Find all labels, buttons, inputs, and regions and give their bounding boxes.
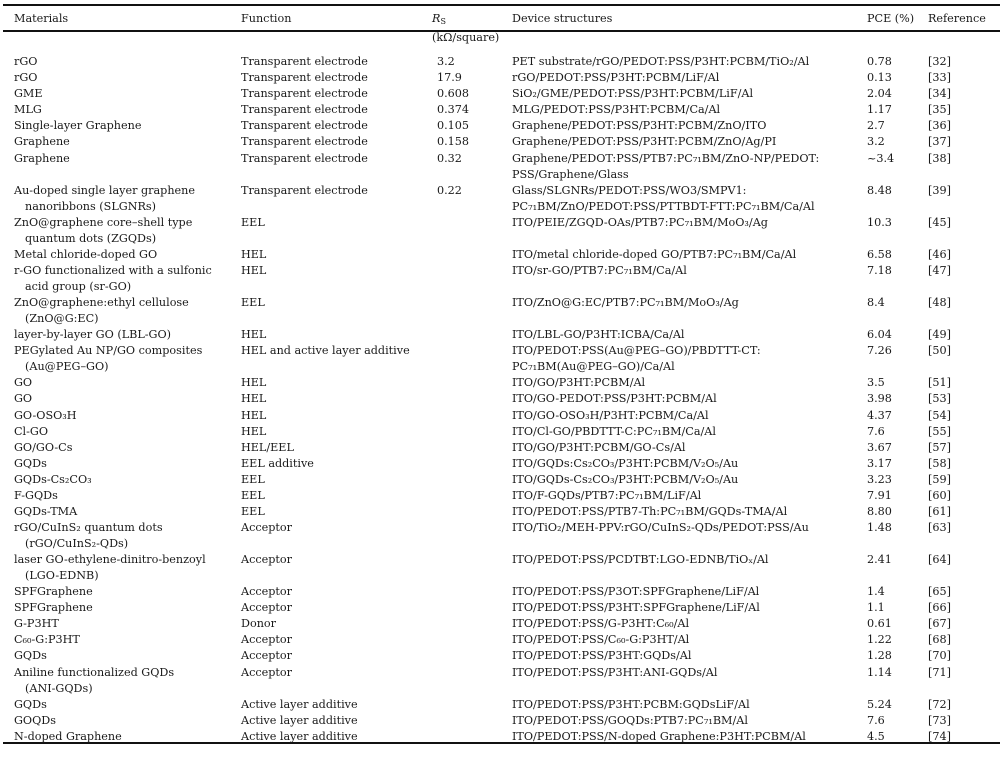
- table-row: [0, 504, 1000, 520]
- material-cell: [0, 70, 241, 86]
- function-cell: HEL: [241, 247, 267, 261]
- material-name-continued: (Au@PEG–GO): [25, 360, 109, 374]
- rs-subscript: S: [440, 17, 446, 26]
- pce-cell: 1.14: [867, 665, 892, 679]
- sheet-resistance-cell: [432, 391, 512, 407]
- sheet-resistance-cell: [432, 472, 512, 488]
- function-cell: Acceptor: [241, 633, 292, 647]
- device-structure-cell: ITO/PEDOT:PSS/P3HT:SPFGraphene/LiF/Al: [512, 601, 760, 615]
- function-cell: Transparent electrode: [241, 71, 368, 85]
- pce-cell: 1.1: [867, 601, 885, 615]
- sheet-resistance-cell: [432, 295, 512, 327]
- function-cell: EEL: [241, 215, 265, 229]
- material-cell: [0, 520, 241, 552]
- material-cell: [0, 584, 241, 600]
- device-structure-cell: ITO/Cl-GO/PBDTTT-C:PC₇₁BM/Ca/Al: [512, 424, 716, 438]
- material-name: GO/GO-Cs: [14, 440, 73, 454]
- material-name-continued: (rGO/CuInS₂-QDs): [25, 537, 129, 550]
- reference-cell: [58]: [928, 456, 951, 470]
- table-row: [0, 375, 1000, 391]
- device-structure-cell: Graphene/PEDOT:PSS/P3HT:PCBM/ZnO/Ag/PI: [512, 135, 777, 149]
- header-device-structures: Device structures: [512, 12, 613, 25]
- material-name: rGO: [14, 71, 38, 85]
- table-row: [0, 263, 1000, 295]
- material-name: ZnO@graphene core–shell type: [14, 215, 193, 229]
- pce-cell: 1.28: [867, 649, 892, 663]
- table-row: [0, 697, 1000, 713]
- pce-cell: 8.48: [867, 183, 892, 197]
- header-function: Function: [241, 12, 292, 25]
- sheet-resistance-cell: 0.22: [437, 183, 462, 197]
- device-structure-cell: ITO/PEDOT:PSS/C₆₀-G:P3HT/Al: [512, 633, 690, 647]
- table-row: [0, 440, 1000, 456]
- pce-cell: 8.4: [867, 296, 885, 310]
- sheet-resistance-cell: [432, 375, 512, 391]
- pce-cell: 4.5: [867, 729, 885, 743]
- sheet-resistance-cell: 0.158: [437, 135, 470, 149]
- material-name: GQDs-TMA: [14, 504, 78, 518]
- reference-cell: [49]: [928, 328, 951, 342]
- material-name-continued: nanoribbons (SLGNRs): [25, 199, 157, 213]
- reference-cell: [48]: [928, 296, 951, 310]
- device-structure-cell: ITO/PEDOT:PSS/PCDTBT:LGO-EDNB/TiOₓ/Al: [512, 553, 769, 567]
- table-row: [0, 391, 1000, 407]
- pce-cell: 8.80: [867, 504, 892, 518]
- device-structure-cell: ITO/GO-PEDOT:PSS/P3HT:PCBM/Al: [512, 392, 717, 406]
- device-structure-cell: ITO/PEIE/ZGQD-OAs/PTB7:PC₇₁BM/MoO₃/Ag: [512, 215, 768, 229]
- material-name: SPFGraphene: [14, 601, 93, 615]
- sheet-resistance-cell: [432, 600, 512, 616]
- reference-cell: [54]: [928, 408, 951, 422]
- pce-cell: 2.04: [867, 87, 892, 101]
- reference-cell: [32]: [928, 55, 951, 69]
- material-cell: [0, 632, 241, 648]
- function-cell: HEL: [241, 408, 267, 422]
- device-structure-cell: SiO₂/GME/PEDOT:PSS/P3HT:PCBM/LiF/Al: [512, 87, 754, 101]
- table-row: [0, 472, 1000, 488]
- material-name: F-GQDs: [14, 488, 58, 502]
- function-cell: HEL: [241, 392, 267, 406]
- reference-cell: [73]: [928, 713, 951, 727]
- reference-cell: [72]: [928, 697, 951, 711]
- table-row: [0, 713, 1000, 729]
- reference-cell: [39]: [928, 183, 951, 197]
- function-cell: Active layer additive: [241, 713, 358, 727]
- material-cell: [0, 343, 241, 375]
- sheet-resistance-cell: [432, 263, 512, 295]
- material-cell: [0, 102, 241, 118]
- table-row: [0, 584, 1000, 600]
- function-cell: HEL and active layer additive: [241, 344, 410, 358]
- material-cell: [0, 151, 241, 183]
- rs-unit: (kΩ/square): [432, 31, 500, 45]
- material-name: Graphene: [14, 135, 70, 149]
- device-structure-cell: ITO/PEDOT:PSS/P3HT:PCBM:GQDsLiF/Al: [512, 697, 750, 711]
- device-structure-cell: rGO/PEDOT:PSS/P3HT:PCBM/LiF/Al: [512, 71, 720, 85]
- material-cell: [0, 504, 241, 520]
- material-cell: [0, 327, 241, 343]
- device-structure-cell: Glass/SLGNRs/PEDOT:PSS/WO3/SMPV1: PC₇₁BM/ZnO/PEDOT:PSS/PTTBDT-FTT:PC₇₁BM/Ca/Al: [512, 183, 815, 213]
- table-row: [0, 600, 1000, 616]
- material-cell: [0, 616, 241, 632]
- reference-cell: [65]: [928, 585, 951, 599]
- function-cell: Active layer additive: [241, 697, 358, 711]
- material-name: rGO/CuInS₂ quantum dots: [14, 520, 163, 534]
- pce-cell: 7.91: [867, 488, 892, 502]
- material-cell: [0, 375, 241, 391]
- table-row: [0, 118, 1000, 134]
- sheet-resistance-cell: 0.608: [437, 87, 470, 101]
- sheet-resistance-cell: [432, 456, 512, 472]
- function-cell: Transparent electrode: [241, 183, 368, 197]
- table-row: [0, 456, 1000, 472]
- reference-cell: [67]: [928, 617, 951, 631]
- function-cell: Transparent electrode: [241, 103, 368, 117]
- table-row: [0, 215, 1000, 247]
- reference-cell: [46]: [928, 247, 951, 261]
- sheet-resistance-cell: [432, 729, 512, 745]
- material-name: r-GO functionalized with a sulfonic: [14, 263, 212, 277]
- material-name: GQDs: [14, 697, 47, 711]
- material-cell: [0, 215, 241, 247]
- reference-cell: [34]: [928, 87, 951, 101]
- sheet-resistance-cell: [432, 424, 512, 440]
- material-cell: [0, 713, 241, 729]
- function-cell: Acceptor: [241, 649, 292, 663]
- pce-cell: 1.17: [867, 103, 892, 117]
- pce-cell: ~3.4: [867, 151, 895, 165]
- sheet-resistance-cell: [432, 247, 512, 263]
- device-structure-cell: ITO/PEDOT:PSS/P3HT:ANI-GQDs/Al: [512, 665, 718, 679]
- device-structure-cell: ITO/PEDOT:PSS(Au@PEG–GO)/PBDTTT-CT: PC₇₁BM(Au@PEG–GO)/Ca/Al: [512, 344, 761, 374]
- material-name: ZnO@graphene:ethyl cellulose: [14, 296, 189, 310]
- graphene-opv-table: [0, 9, 1000, 745]
- device-structure-cell: ITO/GO/P3HT:PCBM/Al: [512, 376, 646, 390]
- function-cell: Transparent electrode: [241, 87, 368, 101]
- pce-cell: 4.37: [867, 408, 892, 422]
- material-name: G-P3HT: [14, 617, 59, 631]
- reference-cell: [66]: [928, 601, 951, 615]
- table-row: [0, 183, 1000, 215]
- device-structure-cell: ITO/F-GQDs/PTB7:PC₇₁BM/LiF/Al: [512, 488, 702, 502]
- device-structure-cell: ITO/PEDOT:PSS/N-doped Graphene:P3HT:PCBM/Al: [512, 729, 806, 743]
- table-row: [0, 343, 1000, 375]
- device-structure-cell: ITO/GQDs-Cs₂CO₃/P3HT:PCBM/V₂O₅/Au: [512, 472, 739, 486]
- pce-cell: 1.4: [867, 585, 885, 599]
- device-structure-cell: ITO/GQDs:Cs₂CO₃/P3HT:PCBM/V₂O₅/Au: [512, 456, 739, 470]
- reference-cell: [64]: [928, 553, 951, 567]
- header-reference: Reference: [928, 12, 986, 25]
- material-name: GO-OSO₃H: [14, 408, 77, 422]
- material-name: SPFGraphene: [14, 585, 93, 599]
- reference-cell: [61]: [928, 504, 951, 518]
- table-top-rule: [3, 4, 1000, 6]
- sheet-resistance-cell: 3.2: [437, 55, 455, 69]
- header-sheet-resistance: [432, 9, 512, 46]
- function-cell: Transparent electrode: [241, 151, 368, 165]
- material-name: MLG: [14, 103, 42, 117]
- sheet-resistance-cell: [432, 648, 512, 664]
- table-row: [0, 408, 1000, 424]
- material-cell: [0, 648, 241, 664]
- sheet-resistance-cell: 0.105: [437, 119, 470, 133]
- pce-cell: 3.2: [867, 135, 885, 149]
- reference-cell: [74]: [928, 729, 951, 743]
- material-cell: [0, 134, 241, 150]
- device-structure-cell: MLG/PEDOT:PSS/P3HT:PCBM/Ca/Al: [512, 103, 721, 117]
- device-structure-cell: ITO/TiO₂/MEH-PPV:rGO/CuInS₂-QDs/PEDOT:PSS/Au: [512, 520, 809, 534]
- reference-cell: [70]: [928, 649, 951, 663]
- table-row: [0, 729, 1000, 745]
- material-cell: [0, 424, 241, 440]
- material-name-continued: (ANI-GQDs): [25, 681, 93, 695]
- material-name: rGO: [14, 55, 38, 69]
- table-row: [0, 86, 1000, 102]
- sheet-resistance-cell: [432, 520, 512, 552]
- table-row: [0, 632, 1000, 648]
- material-cell: [0, 391, 241, 407]
- table-header-row: [0, 9, 1000, 46]
- material-cell: [0, 440, 241, 456]
- material-cell: [0, 488, 241, 504]
- material-cell: [0, 600, 241, 616]
- header-materials: Materials: [14, 12, 69, 25]
- pce-cell: 3.23: [867, 472, 892, 486]
- reference-cell: [60]: [928, 488, 951, 502]
- sheet-resistance-cell: [432, 697, 512, 713]
- device-structure-cell: ITO/PEDOT:PSS/PTB7-Th:PC₇₁BM/GQDs-TMA/Al: [512, 504, 788, 518]
- table-row: [0, 616, 1000, 632]
- pce-cell: 1.22: [867, 633, 892, 647]
- device-structure-cell: ITO/GO/P3HT:PCBM/GO-Cs/Al: [512, 440, 686, 454]
- table-row: [0, 665, 1000, 697]
- device-structure-cell: ITO/LBL-GO/P3HT:ICBA/Ca/Al: [512, 328, 685, 342]
- reference-cell: [33]: [928, 71, 951, 85]
- material-cell: [0, 295, 241, 327]
- pce-cell: 6.58: [867, 247, 892, 261]
- table-row: [0, 520, 1000, 552]
- function-cell: Transparent electrode: [241, 119, 368, 133]
- reference-cell: [47]: [928, 263, 951, 277]
- table-body: [0, 46, 1000, 745]
- function-cell: Acceptor: [241, 585, 292, 599]
- sheet-resistance-cell: [432, 343, 512, 375]
- sheet-resistance-cell: 0.32: [437, 151, 462, 165]
- pce-cell: 7.18: [867, 263, 892, 277]
- pce-cell: 3.5: [867, 376, 885, 390]
- reference-cell: [38]: [928, 151, 951, 165]
- material-name: GO: [14, 376, 33, 390]
- function-cell: HEL: [241, 424, 267, 438]
- rs-symbol: R: [432, 12, 441, 25]
- reference-cell: [59]: [928, 472, 951, 486]
- material-name: GO: [14, 392, 33, 406]
- material-name: GQDs: [14, 456, 47, 470]
- material-cell: [0, 183, 241, 215]
- function-cell: HEL: [241, 263, 267, 277]
- table-row: [0, 46, 1000, 70]
- function-cell: EEL additive: [241, 456, 314, 470]
- material-name: Au-doped single layer graphene: [14, 183, 195, 197]
- sheet-resistance-cell: [432, 584, 512, 600]
- function-cell: Acceptor: [241, 665, 292, 679]
- table-row: [0, 648, 1000, 664]
- function-cell: EEL: [241, 296, 265, 310]
- table-row: [0, 247, 1000, 263]
- device-structure-cell: Graphene/PEDOT:PSS/PTB7:PC₇₁BM/ZnO-NP/PEDOT: PSS/Graphene/Glass: [512, 151, 820, 181]
- material-cell: [0, 118, 241, 134]
- pce-cell: 1.48: [867, 520, 892, 534]
- sheet-resistance-cell: [432, 215, 512, 247]
- material-name: Cl-GO: [14, 424, 49, 438]
- material-name: PEGylated Au NP/GO composites: [14, 344, 203, 358]
- pce-cell: 6.04: [867, 328, 892, 342]
- device-structure-cell: ITO/PEDOT:PSS/G-P3HT:C₆₀/Al: [512, 617, 690, 631]
- material-name: Metal chloride-doped GO: [14, 247, 158, 261]
- reference-cell: [63]: [928, 520, 951, 534]
- pce-cell: 3.17: [867, 456, 892, 470]
- material-name: GME: [14, 87, 43, 101]
- pce-cell: 3.67: [867, 440, 892, 454]
- material-cell: [0, 665, 241, 697]
- reference-cell: [71]: [928, 665, 951, 679]
- pce-cell: 0.13: [867, 71, 892, 85]
- material-name: laser GO-ethylene-dinitro-benzoyl: [14, 553, 206, 567]
- function-cell: HEL: [241, 328, 267, 342]
- reference-cell: [50]: [928, 344, 951, 358]
- function-cell: Acceptor: [241, 601, 292, 615]
- pce-cell: 7.6: [867, 424, 885, 438]
- function-cell: HEL/EEL: [241, 440, 294, 454]
- device-structure-cell: PET substrate/rGO/PEDOT:PSS/P3HT:PCBM/TiO₂/Al: [512, 55, 810, 69]
- reference-cell: [57]: [928, 440, 951, 454]
- reference-cell: [68]: [928, 633, 951, 647]
- reference-cell: [37]: [928, 135, 951, 149]
- table-row: [0, 134, 1000, 150]
- sheet-resistance-cell: [432, 327, 512, 343]
- pce-cell: 0.61: [867, 617, 892, 631]
- pce-cell: 2.41: [867, 553, 892, 567]
- material-cell: [0, 247, 241, 263]
- device-structure-cell: ITO/sr-GO/PTB7:PC₇₁BM/Ca/Al: [512, 263, 687, 277]
- material-name: GQDs: [14, 649, 47, 663]
- device-structure-cell: Graphene/PEDOT:PSS/P3HT:PCBM/ZnO/ITO: [512, 119, 767, 133]
- pce-cell: 7.6: [867, 713, 885, 727]
- pce-cell: 7.26: [867, 344, 892, 358]
- material-cell: [0, 46, 241, 70]
- table-row: [0, 424, 1000, 440]
- sheet-resistance-cell: [432, 504, 512, 520]
- function-cell: Acceptor: [241, 553, 292, 567]
- sheet-resistance-cell: [432, 713, 512, 729]
- material-name: GQDs-Cs₂CO₃: [14, 472, 92, 486]
- material-name: N-doped Graphene: [14, 729, 122, 743]
- reference-cell: [53]: [928, 392, 951, 406]
- device-structure-cell: ITO/PEDOT:PSS/GOQDs:PTB7:PC₇₁BM/Al: [512, 713, 748, 727]
- material-cell: [0, 86, 241, 102]
- material-name: layer-by-layer GO (LBL-GO): [14, 328, 172, 342]
- material-name-continued: (LGO-EDNB): [25, 569, 99, 583]
- material-name: GOQDs: [14, 713, 56, 727]
- material-cell: [0, 729, 241, 745]
- sheet-resistance-cell: [432, 488, 512, 504]
- function-cell: Donor: [241, 617, 276, 631]
- table-row: [0, 102, 1000, 118]
- material-cell: [0, 408, 241, 424]
- device-structure-cell: ITO/PEDOT:PSS/P3OT:SPFGraphene/LiF/Al: [512, 585, 760, 599]
- device-structure-cell: ITO/ZnO@G:EC/PTB7:PC₇₁BM/MoO₃/Ag: [512, 296, 739, 310]
- material-name-continued: quantum dots (ZGQDs): [25, 231, 157, 245]
- material-name-continued: acid group (sr-GO): [25, 280, 132, 293]
- sheet-resistance-cell: [432, 632, 512, 648]
- function-cell: EEL: [241, 504, 265, 518]
- material-cell: [0, 697, 241, 713]
- function-cell: Active layer additive: [241, 729, 358, 743]
- pce-cell: 2.7: [867, 119, 885, 133]
- function-cell: HEL: [241, 376, 267, 390]
- sheet-resistance-cell: [432, 552, 512, 584]
- sheet-resistance-cell: 0.374: [437, 103, 470, 117]
- sheet-resistance-cell: [432, 440, 512, 456]
- reference-cell: [35]: [928, 103, 951, 117]
- pce-cell: 5.24: [867, 697, 892, 711]
- pce-cell: 0.78: [867, 55, 892, 69]
- device-structure-cell: ITO/PEDOT:PSS/P3HT:GQDs/Al: [512, 649, 692, 663]
- function-cell: EEL: [241, 472, 265, 486]
- function-cell: Transparent electrode: [241, 55, 368, 69]
- sheet-resistance-cell: 17.9: [437, 71, 462, 85]
- device-structure-cell: ITO/GO-OSO₃H/P3HT:PCBM/Ca/Al: [512, 408, 709, 422]
- header-pce: PCE (%): [867, 12, 915, 25]
- pce-cell: 10.3: [867, 215, 892, 229]
- material-name: Single-layer Graphene: [14, 119, 142, 133]
- sheet-resistance-cell: [432, 616, 512, 632]
- table-row: [0, 327, 1000, 343]
- table-row: [0, 488, 1000, 504]
- material-cell: [0, 472, 241, 488]
- material-cell: [0, 552, 241, 584]
- material-cell: [0, 263, 241, 295]
- function-cell: Acceptor: [241, 520, 292, 534]
- reference-cell: [55]: [928, 424, 951, 438]
- sheet-resistance-cell: [432, 665, 512, 697]
- table-row: [0, 70, 1000, 86]
- function-cell: Transparent electrode: [241, 135, 368, 149]
- function-cell: EEL: [241, 488, 265, 502]
- pce-cell: 3.98: [867, 392, 892, 406]
- material-name: Aniline functionalized GQDs: [14, 665, 175, 679]
- material-name-continued: (ZnO@G:EC): [25, 312, 99, 326]
- material-cell: [0, 456, 241, 472]
- table-row: [0, 295, 1000, 327]
- reference-cell: [51]: [928, 376, 951, 390]
- table-row: [0, 552, 1000, 584]
- reference-cell: [45]: [928, 215, 951, 229]
- reference-cell: [36]: [928, 119, 951, 133]
- material-name: C₆₀-G:P3HT: [14, 633, 80, 647]
- table-row: [0, 151, 1000, 183]
- sheet-resistance-cell: [432, 408, 512, 424]
- material-name: Graphene: [14, 151, 70, 165]
- device-structure-cell: ITO/metal chloride-doped GO/PTB7:PC₇₁BM/Ca/Al: [512, 247, 797, 261]
